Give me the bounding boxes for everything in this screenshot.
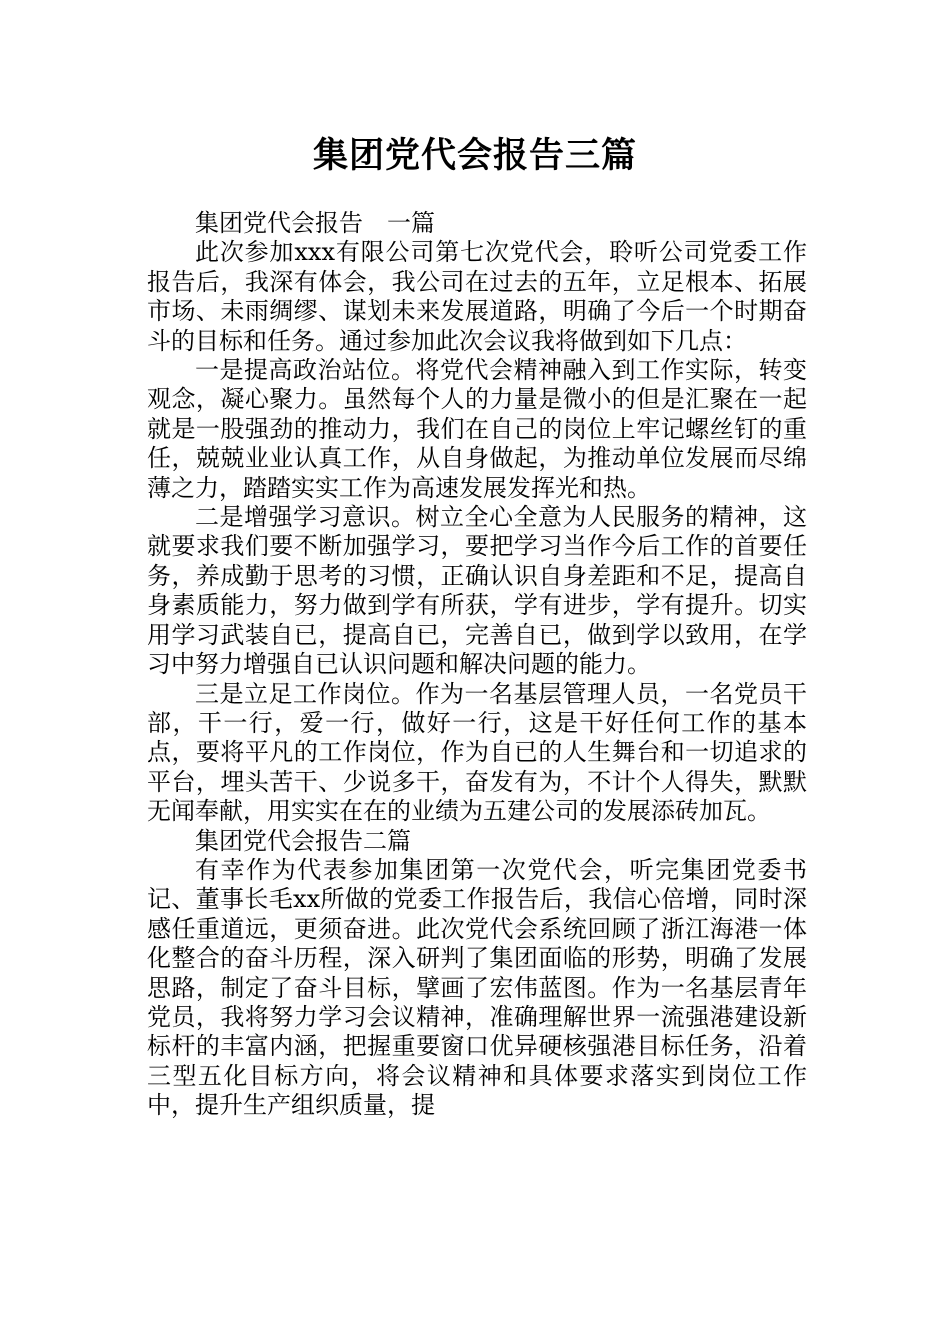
document-title: 集团党代会报告三篇 xyxy=(312,136,637,176)
document-body xyxy=(147,209,807,1121)
section-heading-one: 集团党代会报告 一篇 xyxy=(195,209,435,237)
paragraph-report-two: 有幸作为代表参加集团第一次党代会，听完集团党委书记、董事长毛xx所做的党委工作报告后，我信心倍增，同时深感任重道远，更须奋进。此次党代会系统回顾了浙江海港一体化整合的奋斗历程，深入研判了集团面临的形势，明确了发展思路，制定了奋斗目标，擘画了宏伟蓝图。作为一名基层青年党员，我将努力学习会议精神，准确理解世界一流强港建设新标杆的丰富内涵，把握重要窗口优异硬核强港目标任务，沿着三型五化目标方向，将会议精神和具体要求落实到岗位工作中，提升生产组织质量，提 xyxy=(147,855,807,1120)
paragraph-point-two: 二是增强学习意识。树立全心全意为人民服务的精神，这就要求我们要不断加强学习，要把学习当作今后工作的首要任务，养成勤于思考的习惯，正确认识自身差距和不足，提高自身素质能力，努力做到学有所获，学有进步，学有提升。切实用学习武装自已，提高自已，完善自已，做到学以致用，在学习中努力增强自已认识问题和解决问题的能力。 xyxy=(147,503,807,679)
paragraph-point-three: 三是立足工作岗位。作为一名基层管理人员，一名党员干部，干一行，爱一行，做好一行，这是干好任何工作的基本点，要将平凡的工作岗位，作为自已的人生舞台和一切追求的平台，埋头苦干、少说多干，奋发有为，不计个人得失，默默无闻奉献，用实实在在的业绩为五建公司的发展添砖加瓦。 xyxy=(147,679,807,826)
paragraph-point-one: 一是提高政治站位。将党代会精神融入到工作实际，转变观念，凝心聚力。虽然每个人的力量是微小的但是汇聚在一起就是一股强劲的推动力，我们在自己的岗位上牢记螺丝钉的重任，兢兢业业认真工作，从自身做起，为推动单位发展而尽绵薄之力，踏踏实实工作为高速发展发挥光和热。 xyxy=(147,356,807,502)
section-heading-two: 集团党代会报告二篇 xyxy=(195,826,411,855)
paragraph-intro: 此次参加xxx有限公司第七次党代会，聆听公司党委工作报告后，我深有体会，我公司在过去的五年，立足根本、拓展市场、未雨绸缪、谋划未来发展道路，明确了今后一个时期奋斗的目标和任务。通过参加此次会议我将做到如下几点： xyxy=(147,238,807,355)
